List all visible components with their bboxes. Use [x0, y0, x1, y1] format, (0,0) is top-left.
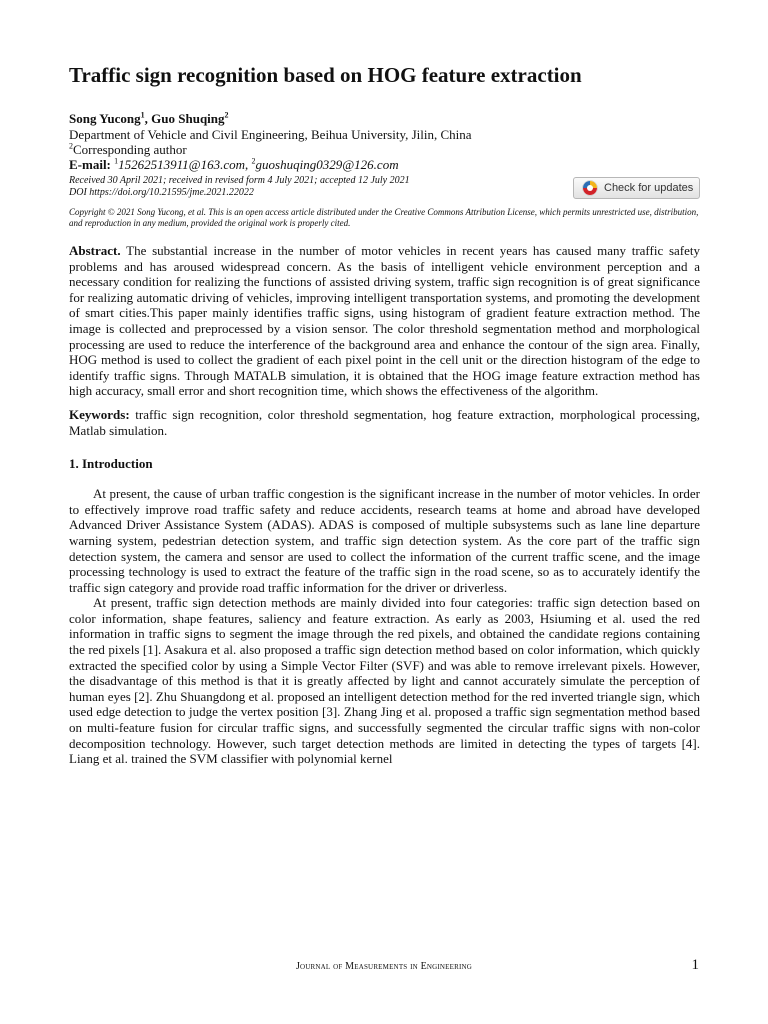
keywords-text: traffic sign recognition, color threshold segmentation, hog feature extraction, morphological processing, Matlab simulation. — [69, 406, 701, 438]
author-2-affil-mark: 2 — [224, 110, 229, 120]
crossmark-icon — [582, 180, 598, 196]
corresponding-text: Corresponding author — [73, 142, 187, 157]
dates-doi-block — [69, 175, 700, 199]
email-2-link[interactable]: guoshuqing0329@126.com — [255, 157, 399, 172]
abstract-label: Abstract. — [69, 243, 121, 258]
intro-paragraph-2: At present, traffic sign detection methods are mainly divided into four categories: traffic sign detection based on color information, shape features, saliency and feature extraction. As early as 2003, Hsiuming et al. used the red information in traffic signs to segment the image through the red pixels, and obtained the candidate regions containing the red pixels [1]. Asakura et al. also proposed a traffic sign detection method based on color information, which quickly extracted the specified color by using a Simple Vector Filter (SVF) and was able to remove irrelevant pixels. However, the disadvantage of this method is that it is greatly affected by light and cannot accurately simulate the perception of human eyes [2]. Zhu Shuangdong et al. proposed an intelligent detection method for the red inverted triangle sign, which used edge detection to judge the vertex position [3]. Zhang Jing et al. proposed a traffic sign segmentation method based on multi-feature fusion for circular traffic signs, and successfully segmented the circular traffic signs with non-color decomposition technology. However, such target detection methods are limited in detecting the types of targets [4]. Liang et al. trained the SVM classifier with polynomial kernel — [69, 595, 700, 767]
author-1-affil-mark: 1 — [140, 110, 145, 120]
email-1-link[interactable]: 15262513911@163.com — [118, 157, 246, 172]
article-page — [69, 62, 700, 767]
author-line — [69, 111, 700, 127]
email-label: E-mail: — [69, 157, 115, 172]
author-1-name: Song Yucong — [69, 111, 141, 126]
article-title: Traffic sign recognition based on HOG feature extraction — [69, 63, 582, 87]
author-2-name: Guo Shuqing — [151, 111, 225, 126]
doi-link[interactable]: DOI https://doi.org/10.21595/jme.2021.22022 — [69, 187, 254, 198]
intro-paragraph-1: At present, the cause of urban traffic congestion is the significant increase in the number of motor vehicles. In order to effectively improve road traffic safety and reduce accidents, research teams at home and abroad have developed Advanced Driver Assistance System (ADAS). ADAS is composed of multiple subsystems such as lane line departure warning system, pedestrian detection system, and traffic sign detection system. As the core part of the traffic sign detection system, the camera and sensor are used to collect the information of the current traffic scene, and the image processing technology is used to extract the feature of the traffic sign in the road scene, so as to accurately identify the traffic sign category and provide road traffic information for the driver or driverless. — [69, 486, 700, 595]
email-2-mark: 2 — [251, 156, 256, 166]
footer-journal-name: Journal of Measurements in Engineering — [295, 961, 473, 972]
email-separator: , — [245, 157, 252, 172]
email-line — [69, 157, 700, 172]
section-heading-introduction: 1. Introduction — [69, 456, 153, 472]
received-dates: Received 30 April 2021; received in revised form 4 July 2021; accepted 12 July 2021 — [69, 175, 410, 186]
corresponding-author-note — [69, 142, 700, 157]
affiliation: Department of Vehicle and Civil Engineering, Beihua University, Jilin, China — [69, 127, 472, 142]
keywords — [69, 407, 700, 438]
email-1-mark: 1 — [114, 156, 119, 166]
copyright-notice: Copyright © 2021 Song Yucong, et al. This is an open access article distributed under the Creative Commons Attribution License, which permits unrestricted use, distribution, and reproduction in any medium, provided the original work is properly cited. — [69, 207, 699, 228]
keywords-label: Keywords: — [69, 406, 130, 422]
check-for-updates-button[interactable] — [573, 177, 700, 199]
abstract — [69, 243, 700, 399]
abstract-text: The substantial increase in the number of motor vehicles in recent years has caused many traffic safety problems and has aroused widespread concern. As the basis of intelligent vehicle environment perception and a necessary condition for realizing the functions of assisted driving system, traffic sign recognition is of great significance for realizing automatic driving of vehicles, improving intelligent transportation systems, and promoting the development of smart cities.This paper mainly identifies traffic signs, using histogram of gradient feature extraction method. The image is collected and preprocessed by a vision sensor. The color threshold segmentation method and morphological processing are used to reduce the interference of the background area and enhance the contour of the sign area. Finally, HOG method is used to collect the gradient of each pixel point in the cell unit or the direction histogram of the edge to identify traffic signs. Through MATALB simulation, it is obtained that the HOG image feature extraction method has high accuracy, small error and short recognition time, which shows the effectiveness of the algorithm. — [69, 243, 700, 399]
author-separator: , — [144, 111, 152, 126]
check-for-updates-label: Check for updates — [604, 182, 694, 194]
corresponding-mark: 2 — [69, 141, 73, 151]
page-number: 1 — [691, 957, 699, 973]
